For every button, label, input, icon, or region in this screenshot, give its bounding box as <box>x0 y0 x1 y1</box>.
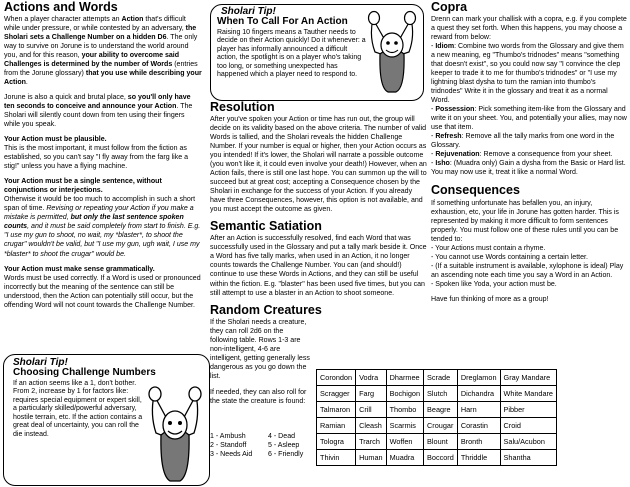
actions-brutal: Jorune is also a quick and brutal place, so you'll only have ten seconds to conceive and announce your Action. The Sholari will silently count down from ten using their fingers while you speak. <box>4 94 193 129</box>
creature-cell: Beagre <box>424 402 458 418</box>
creature-cell: Slutch <box>424 386 458 402</box>
consequences-closing: Have fun thinking of more as a group! <box>431 295 549 303</box>
copra-reward-item: - Rejuvenation: Remove a consequence from your sheet. <box>431 151 613 159</box>
creature-table-row <box>317 386 557 402</box>
consequences-body: If something unfortunate has befallen you, an injury, exhaustion, etc, your life in Jorune has gotten harder. This is represented by making it more difficult to form sentences properly. You must follow one of these rules until you can be tended to: <box>431 199 619 243</box>
creature-table-row <box>317 370 557 386</box>
creature-cell: Corastin <box>457 418 500 434</box>
grammar-heading: Your Action must make sense grammatically. <box>4 265 155 273</box>
creature-cell: Thriddle <box>457 450 500 466</box>
sholari-figure-icon <box>146 385 204 483</box>
creature-cell: Boccord <box>424 450 458 466</box>
tip-call-body: Raising 10 fingers means a Tauther needs to decide on their Action quickly! Do it whenever: a player has informally announced a difficult action, the spotlight is on a player who's taking too long, or something unexpected has happened which a player need to respond to. <box>217 28 366 79</box>
state-item: 4 - Dead <box>268 433 296 440</box>
creature-cell: Farg <box>356 386 387 402</box>
creature-cell: Scragger <box>317 386 356 402</box>
creature-cell: Trarch <box>356 434 387 450</box>
creature-cell: Blount <box>424 434 458 450</box>
creature-table-row <box>317 434 557 450</box>
copra-reward-item: - Idiom: Combine two words from the Glossary and give them a new meaning, eg "Thumbo's tridnodes" means "something that doesn't exist", so you could now say "I convince the clep keeper to trade it to me for thumbo's tridnodes" or "I use my lightning blast dysha to turn the ramian into thumbo's tridnodes" Write it in the glossary and treat it as a normal Word. <box>431 43 624 105</box>
state-item: 5 - Asleep <box>268 442 300 449</box>
copra-reward-name: Possession <box>435 106 475 114</box>
creature-cell: Croid <box>500 418 556 434</box>
state-item: 6 - Friendly <box>268 451 304 458</box>
creature-cell: Ramian <box>317 418 356 434</box>
copra-reward-item: - Refresh: Remove all the tally marks from one word in the Glossary. <box>431 133 615 150</box>
copra-reward-desc: Combine two words from the Glossary and give them a new meaning, eg "Thumbo's tridnodes" means "something that doesn't exist", so you could now say "I convince the clep keeper to trade it to me for thumbo's tridnodes" or "I use my lightning blast dysha to turn the ramian into thumbo's tridnodes" Write it in the glossary and treat it as a normal Word. <box>431 43 624 105</box>
consequence-rule: - You cannot use Words containing a certain letter. <box>431 253 588 261</box>
creature-cell: Bochigon <box>386 386 423 402</box>
creature-cell: Harn <box>457 402 500 418</box>
creature-table <box>316 369 557 466</box>
resolution-title: Resolution <box>210 100 275 114</box>
creature-states <box>210 433 330 481</box>
creature-cell: Pibber <box>500 402 556 418</box>
tip-challenge-tag: Sholari Tip! <box>13 357 68 368</box>
copra-reward-list <box>431 42 627 177</box>
sholari-figure-icon <box>366 10 418 94</box>
copra-column <box>431 0 627 310</box>
consequence-rule-list <box>431 244 627 289</box>
copra-reward-name: Idiom <box>435 43 455 51</box>
tip-challenge-heading: Choosing Challenge Numbers <box>13 367 156 378</box>
copra-reward-item: - Isho: (Muadra only) Gain a dysha from the Basic or Hard list. You may now use it, treat it like a normal Word. <box>431 160 626 177</box>
copra-intro: Drenn can mark your challisk with a copra, e.g. if you complete a quest they set forth. When this happens, you may choose a reward from below: <box>431 16 627 42</box>
actions-title: Actions and Words <box>4 0 118 14</box>
plausible-body: This is the most important, it must follow from the fiction as established, so you can't say "I fly away from the farg like a stig!" unless you have a flying machine. <box>4 145 189 171</box>
consequence-rule: - Spoken like Yoda, your action must be. <box>431 280 557 288</box>
creatures-state-intro: If needed, they can also roll for the state the creature is found: <box>210 388 307 405</box>
copra-reward-desc: Pick something item-like from the Glossary and write it on your sheet. You, and potentially your allies, may now use that item. <box>431 106 627 132</box>
creature-cell: White Mandare <box>500 386 556 402</box>
creatures-intro: If the Sholari needs a creature, they can roll 2d6 on the following table. Rows 1-3 are non-intelligent, 4-6 are intelligent, getting generally less dangerous as you go down the list. <box>210 318 310 380</box>
creature-table-row <box>317 402 557 418</box>
creature-cell: Crill <box>356 402 387 418</box>
tip-call-heading: When To Call For An Action <box>217 16 348 27</box>
copra-reward-desc: Remove all the tally marks from one word in the Glossary. <box>431 133 615 150</box>
tip-call-tag: Sholari Tip! <box>221 6 276 17</box>
creature-cell: Dichandra <box>457 386 500 402</box>
creature-cell: Scrade <box>424 370 458 386</box>
consequence-rule: - Your Actions must contain a rhyme. <box>431 244 546 252</box>
creature-cell: Crougar <box>424 418 458 434</box>
creature-cell: Dreglamon <box>457 370 500 386</box>
tip-challenge-body: If an action seems like a 1, don't bother. From 2, increase by 1 for factors like: requires special equipment or expert skill, a particularly skilled/powerful adversary, hostile terrain, etc. If the action contains a great deal of uncertainty, you can roll the die instead. <box>13 379 143 438</box>
single-sentence-heading: Your Action must be a single sentence, without conjunctions or interjections. <box>4 178 162 195</box>
copra-reward-name: Refresh <box>435 133 462 141</box>
copra-reward-desc: (Muadra only) Gain a dysha from the Basic or Hard list. You may now use it, treat it like a normal Word. <box>431 160 626 177</box>
creature-cell: Scarmis <box>386 418 423 434</box>
actions-column <box>4 0 202 316</box>
creature-cell: Corondon <box>317 370 356 386</box>
grammar-body: Words must be used correctly. If a Word is used or pronounced incorrectly but the meaning of the sentence can still be understood, then the Action can potentially still occur, but the offending Word will not count towards the Challenge Number. <box>4 274 201 309</box>
creature-cell: Human <box>356 450 387 466</box>
creature-cell: Tologra <box>317 434 356 450</box>
consequence-rule: - (If a suitable instrument is available, xylophone is ideal) Play an ascending note each time you say a Word in an Action. <box>431 262 624 279</box>
creature-cell: Vodra <box>356 370 387 386</box>
actions-intro: When a player character attempts an Action that's difficult while under pressure, or while contested by an adversary, the Sholari sets a Challenge Number on a hidden D6. The only way to survive on Jorune is to understand the world around you, and for this reason, your ability to overcome said Challenges is determined by the number of Words (entries from the Jorune glossary) that you use while describing your Action. <box>4 16 202 87</box>
state-item: 1 - Ambush <box>210 433 246 440</box>
creature-cell: Bronth <box>457 434 500 450</box>
satiation-body: After an Action is successfully resolved, find each Word that was successfully used in the Glossary and put a tally mark beside it. Once a Word has five tally marks, when used in an Action, it no longer counts towards the Challenge Number. You can (and should!) continue to use these Words in Actions, and they can still be useful within the fiction. E.g. "blaster" has been used five times, but you can still attempt to use a blaster in an Action to shoot someone. <box>210 235 427 297</box>
creature-cell: Thivin <box>317 450 356 466</box>
copra-reward-name: Rejuvenation <box>435 151 480 159</box>
resolution-body: After you've spoken your Action or time has run out, the group will decide on its validity based on the above criteria. The number of valid Words is tallied, and the Sholari reveals the hidden Challenge Number. If your number is equal or higher, then your Action occurs as you intended! If it's lower, the Sholari will narrate a possible outcome (you won't like it, it could even involve your death!) However, when an Action fails, there is still one last hope. You can summon up the will to succeed but at great cost; accepting a Consequence chosen by the Sholari in exchange for the success of your Action. If you already have three Consequences, however, this option is not available, and you must accept the outcome as given. <box>210 116 427 214</box>
creature-cell: Cleash <box>356 418 387 434</box>
consequences-title: Consequences <box>431 183 520 198</box>
satiation-title: Semantic Satiation <box>210 219 322 234</box>
creature-cell: Thombo <box>386 402 423 418</box>
creatures-title: Random Creatures <box>210 302 322 317</box>
copra-reward-name: Isho <box>435 160 450 168</box>
copra-title: Copra <box>431 0 468 14</box>
creature-cell: Talmaron <box>317 402 356 418</box>
creature-table-row <box>317 450 557 466</box>
creature-cell: Woffen <box>386 434 423 450</box>
creature-cell: Shantha <box>500 450 556 466</box>
state-item: 3 - Needs Aid <box>210 451 253 458</box>
creature-cell: Muadra <box>386 450 423 466</box>
creature-cell: Dharmee <box>386 370 423 386</box>
single-sentence-body: Otherwise it would be too much to accomplish in such a short span of time. Revising or repeating your Action if you make a mistake is permitted, but only the last sentence spoken counts, and it must be said completely from start to finish. E.g. "I use my gun to shoot, no wait, my *blaster*, to shoot the crugar" wouldn't be valid, but "I use my gun, ugh wait, I use my *blaster* to shoot the crugar" would be. <box>4 196 201 258</box>
plausible-rule <box>4 135 202 171</box>
grammar-rule <box>4 265 202 310</box>
creature-cell: Gray Mandare <box>500 370 556 386</box>
copra-reward-item: - Possession: Pick something item-like from the Glossary and write it on your sheet. You, and potentially your allies, may now use that item. <box>431 106 627 132</box>
creature-cell: Salu/Acubon <box>500 434 556 450</box>
copra-reward-desc: Remove a consequence from your sheet. <box>483 151 613 159</box>
creature-table-row <box>317 418 557 434</box>
state-item: 2 - Standoff <box>210 442 247 449</box>
plausible-heading: Your Action must be plausible. <box>4 136 107 144</box>
resolution-column <box>210 101 428 406</box>
single-sentence-rule <box>4 177 202 258</box>
